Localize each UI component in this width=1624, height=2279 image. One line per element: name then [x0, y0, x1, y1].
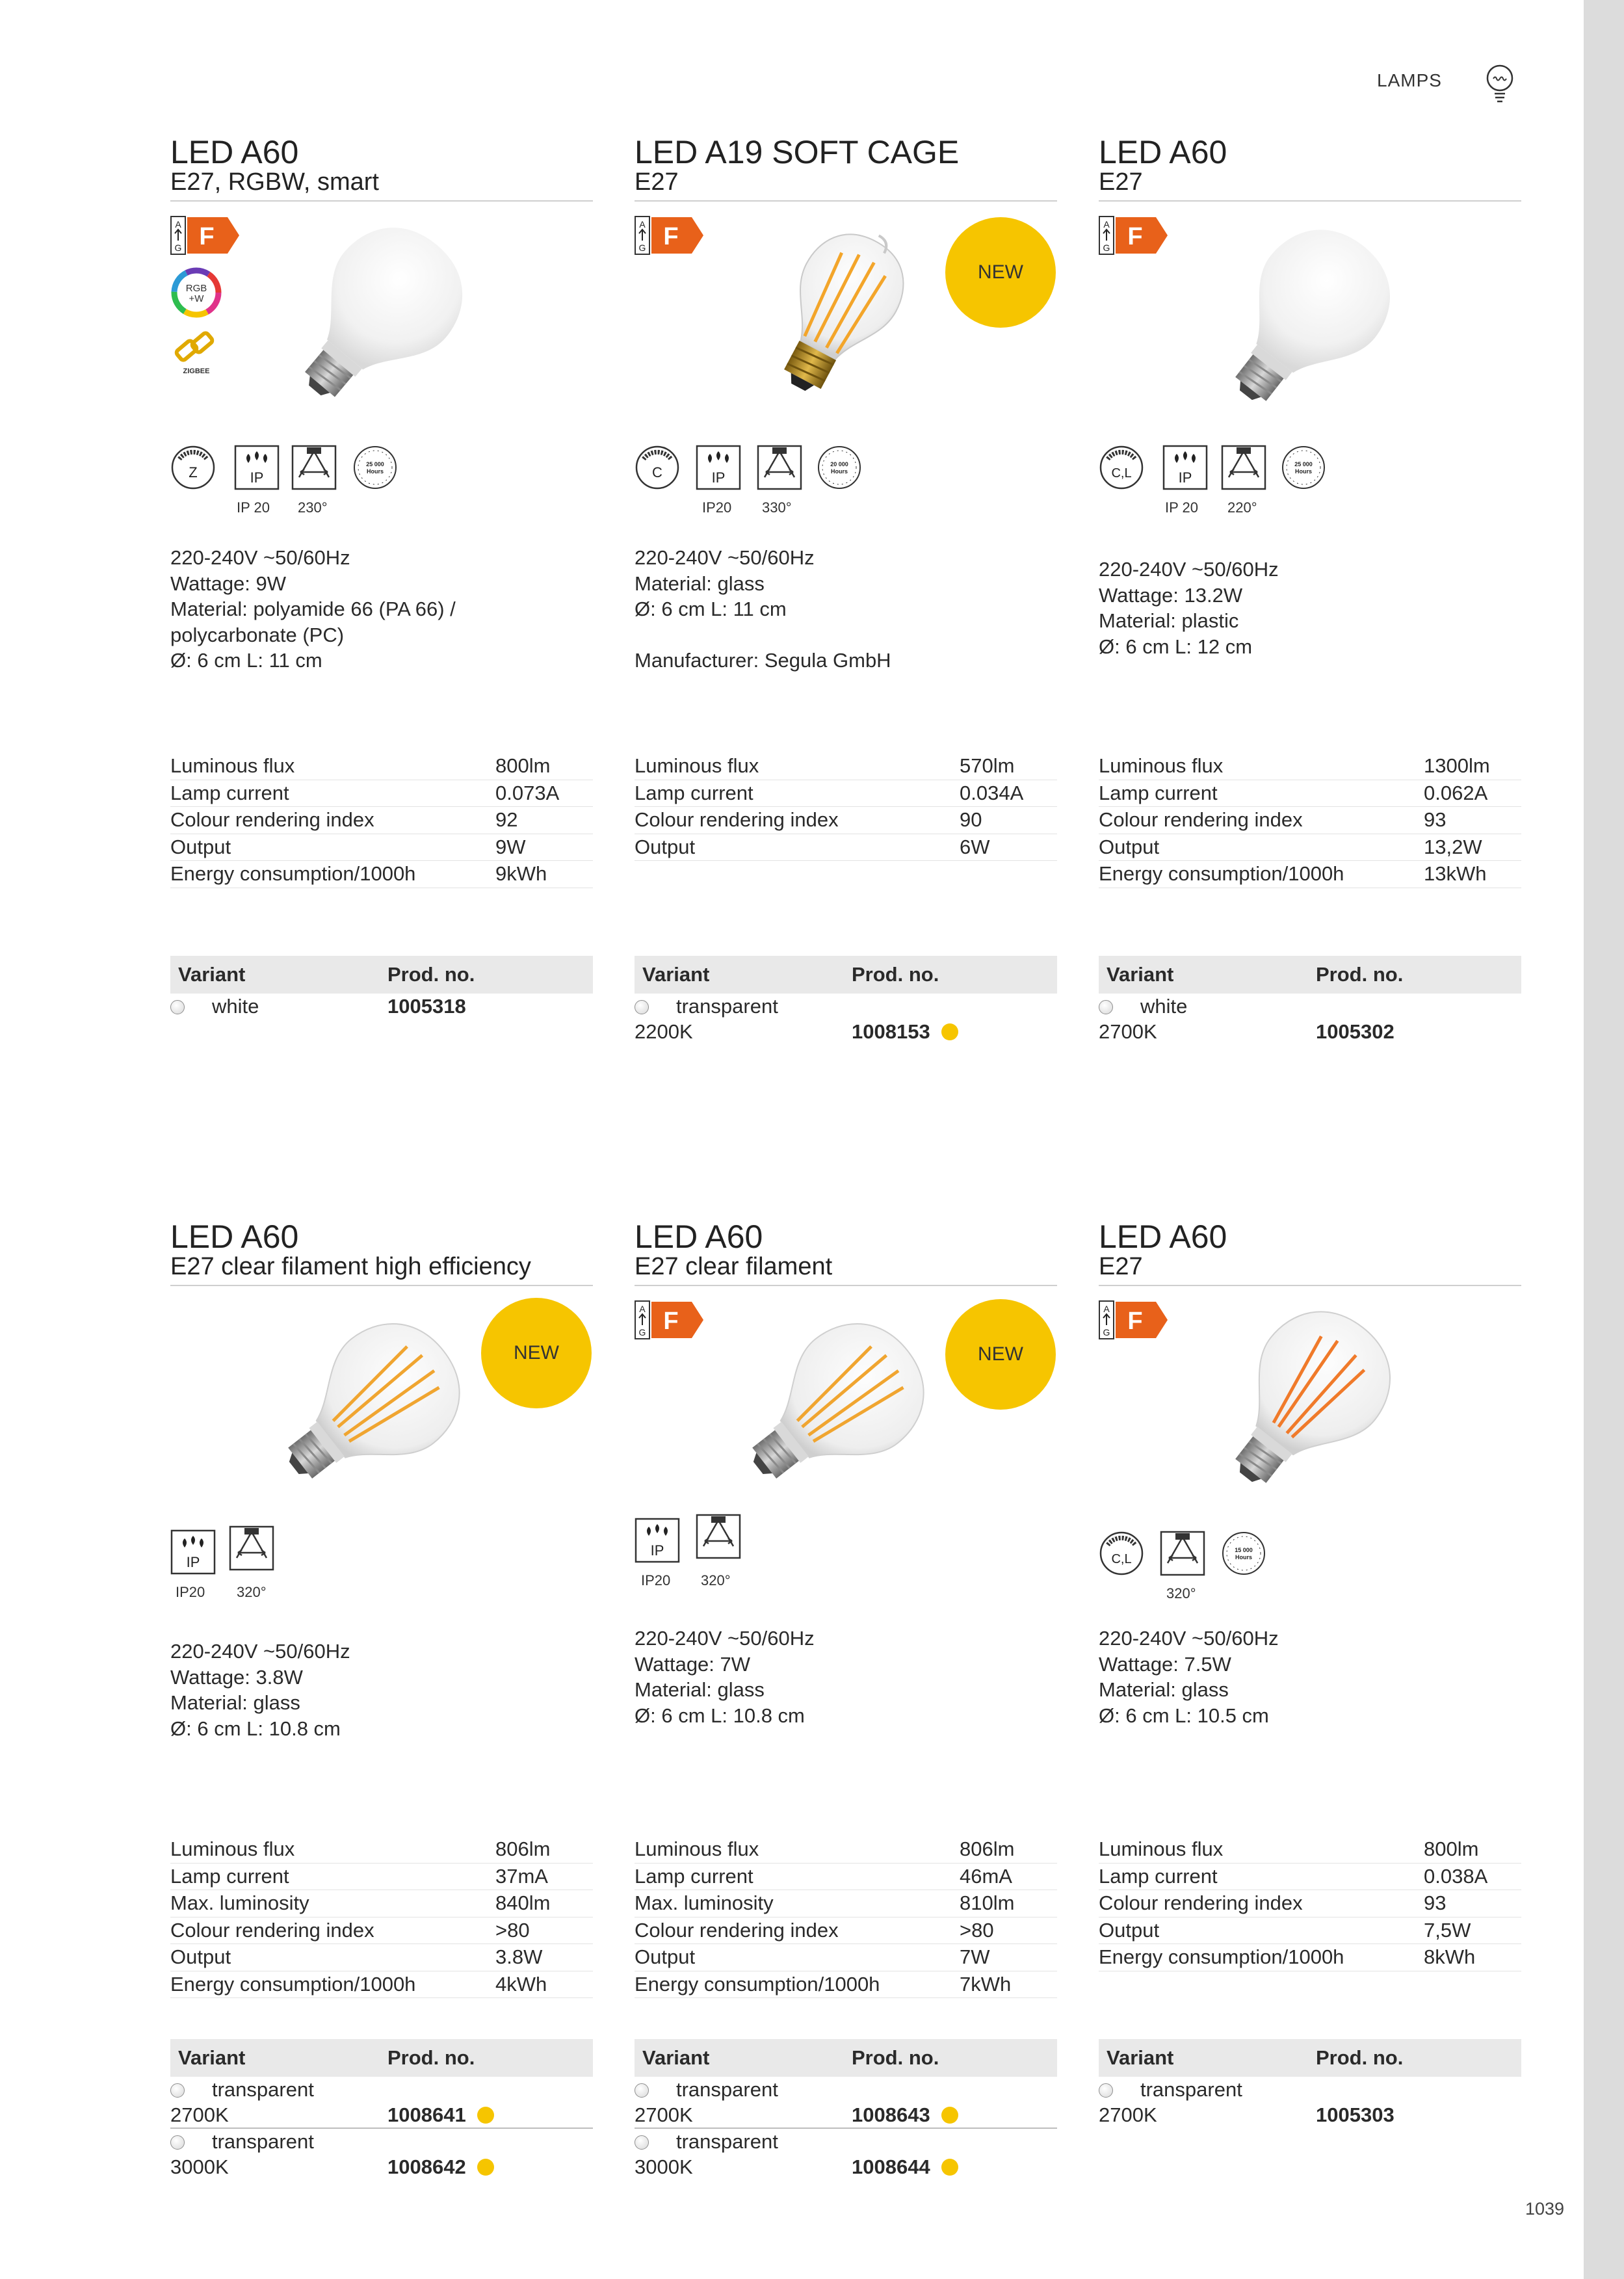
spec-table — [1099, 753, 1521, 888]
beam-angle-icon — [1160, 1531, 1205, 1576]
product-number: 1005302 — [1316, 1020, 1395, 1043]
spec-row: Luminous flux 800lm — [1099, 1836, 1521, 1864]
energy-label-icon — [1099, 1300, 1170, 1339]
desc-line: Wattage: 7W — [635, 1652, 751, 1676]
spec-row: Output 7W — [635, 1944, 1057, 1971]
svg-text:G: G — [638, 243, 646, 253]
new-indicator-dot — [477, 2107, 494, 2124]
clear-filament-bulb-image — [268, 1310, 476, 1505]
ip-rating-icon — [696, 445, 741, 490]
zigbee-text: ZIGBEE — [183, 367, 210, 375]
new-indicator-dot — [941, 2107, 958, 2124]
desc-line: 220-240V ~50/60Hz — [1099, 1627, 1279, 1650]
new-indicator-dot — [477, 2159, 494, 2176]
product-card-led-a60-plastic — [1099, 134, 1521, 1148]
energy-label-icon — [635, 216, 706, 255]
bulb-icon — [1481, 62, 1519, 103]
category-label: LAMPS — [1377, 70, 1442, 90]
desc-line: 220-240V ~50/60Hz — [635, 546, 815, 569]
spec-row: Output 6W — [635, 834, 1057, 862]
desc-line: Material: glass — [1099, 1678, 1229, 1701]
divider — [635, 200, 1057, 202]
product-title: LED A60 — [170, 134, 299, 170]
divider — [1099, 1285, 1521, 1286]
svg-text:Hours: Hours — [366, 468, 384, 475]
svg-text:IP: IP — [186, 1554, 200, 1570]
energy-top: A — [175, 219, 181, 230]
new-badge: NEW — [945, 217, 1056, 328]
desc-line: Material: glass — [170, 1691, 300, 1714]
svg-text:Hours: Hours — [830, 468, 848, 475]
angle-caption: 220° — [1227, 499, 1257, 516]
product-subtitle: E27 — [635, 168, 679, 196]
spec-row: Energy consumption/1000h 7kWh — [635, 1971, 1057, 1999]
variant-table — [1099, 956, 1521, 1044]
svg-text:C,L: C,L — [1111, 1552, 1132, 1566]
variant-row[interactable]: white 2700K 1005302 — [1099, 995, 1395, 1043]
svg-text:F: F — [663, 1308, 679, 1335]
spec-row: Colour rendering index 93 — [1099, 1890, 1521, 1917]
energy-bottom: G — [174, 243, 182, 253]
variant-row[interactable]: transparent 3000K 1008642 — [170, 2129, 593, 2180]
ip-rating-icon — [635, 1518, 680, 1563]
variant-row[interactable]: transparent 2700K 1005303 — [1099, 2078, 1395, 2126]
spec-row: Lamp current 46mA — [635, 1864, 1057, 1891]
desc-line: Ø: 6 cm L: 10.8 cm — [635, 1704, 805, 1727]
desc-line: polycarbonate (PC) — [170, 623, 345, 646]
lifetime-hours-icon — [352, 445, 398, 490]
product-number: 1008644 — [852, 2155, 930, 2178]
ip-rating-icon — [234, 445, 280, 490]
spec-table — [635, 753, 1057, 861]
product-subtitle: E27 — [1099, 168, 1143, 196]
spec-row: Colour rendering index >80 — [170, 1917, 593, 1945]
product-card-led-a19-soft-cage — [635, 134, 1057, 1148]
energy-label-icon — [170, 216, 242, 255]
product-subtitle: E27 clear filament high efficiency — [170, 1253, 531, 1280]
product-title: LED A60 — [635, 1219, 763, 1255]
product-number: 1008642 — [387, 2155, 466, 2178]
product-description — [635, 545, 891, 673]
dimmable-icon — [1099, 445, 1144, 490]
desc-line: Material: polyamide 66 (PA 66) / — [170, 598, 456, 620]
beam-angle-icon — [229, 1525, 274, 1571]
spec-row: Output 7,5W — [1099, 1917, 1521, 1945]
svg-text:F: F — [1127, 223, 1143, 250]
spec-table — [1099, 1836, 1521, 1971]
spec-row: Colour rendering index 92 — [170, 807, 593, 834]
spec-row: Output 3.8W — [170, 1944, 593, 1971]
lifetime-hours-icon — [1281, 445, 1326, 490]
color-swatch — [635, 2135, 649, 2150]
spec-row: Max. luminosity 810lm — [635, 1890, 1057, 1917]
dimmable-icon — [170, 445, 216, 490]
svg-text:IP: IP — [250, 469, 264, 486]
angle-caption: 320° — [237, 1584, 267, 1600]
product-description — [635, 1626, 815, 1728]
dimmable-icon — [635, 445, 680, 490]
svg-text:RGB: RGB — [185, 283, 207, 294]
spec-row: Max. luminosity 840lm — [170, 1890, 593, 1917]
spec-table — [170, 753, 593, 888]
divider — [1099, 200, 1521, 202]
beam-angle-icon — [757, 445, 802, 490]
svg-text:IP: IP — [711, 469, 726, 486]
svg-text:C,L: C,L — [1111, 466, 1132, 481]
product-number: 1008641 — [387, 2103, 466, 2126]
product-title: LED A60 — [1099, 134, 1227, 170]
variant-row[interactable]: transparent 3000K 1008644 — [635, 2129, 1057, 2180]
variant-table — [1099, 2039, 1521, 2128]
svg-text:20 000: 20 000 — [830, 461, 848, 468]
spec-row: Luminous flux 806lm — [635, 1836, 1057, 1864]
ip-caption: IP 20 — [237, 499, 270, 516]
angle-caption: 330° — [762, 499, 792, 516]
desc-line: Ø: 6 cm L: 10.8 cm — [170, 1717, 341, 1740]
clear-filament-bulb-image — [732, 1310, 940, 1505]
spec-row: Lamp current 0.062A — [1099, 780, 1521, 808]
variant-table — [170, 2039, 593, 2180]
desc-line: Ø: 6 cm L: 11 cm — [635, 598, 787, 620]
ip-rating-icon — [1162, 445, 1208, 490]
new-badge: NEW — [945, 1299, 1056, 1410]
svg-text:15 000: 15 000 — [1235, 1547, 1253, 1553]
product-description — [170, 545, 456, 674]
product-description — [1099, 557, 1279, 659]
spec-row: Lamp current 0.038A — [1099, 1864, 1521, 1891]
desc-line: 220-240V ~50/60Hz — [1099, 558, 1279, 581]
divider — [170, 1285, 593, 1286]
product-card-led-a60-filament-glass — [1099, 1219, 1521, 2233]
product-number: 1005303 — [1316, 2103, 1395, 2126]
desc-line: 220-240V ~50/60Hz — [170, 1640, 350, 1663]
color-swatch — [1099, 1000, 1113, 1014]
color-swatch — [1099, 2083, 1113, 2098]
dim-type: Z — [189, 464, 198, 481]
spec-row: Luminous flux 570lm — [635, 753, 1057, 780]
spec-row: Energy consumption/1000h 8kWh — [1099, 1944, 1521, 1971]
spec-row: Luminous flux 806lm — [170, 1836, 593, 1864]
spec-row: Lamp current 0.073A — [170, 780, 593, 808]
svg-text:F: F — [663, 223, 679, 250]
feature-icons — [635, 445, 1057, 523]
angle-caption: 320° — [701, 1572, 731, 1588]
energy-label-icon — [1099, 216, 1170, 255]
color-swatch — [170, 2135, 185, 2150]
svg-text:Hours: Hours — [1235, 1554, 1253, 1561]
svg-text:C: C — [652, 464, 662, 481]
product-title: LED A19 SOFT CAGE — [635, 134, 960, 170]
desc-line: Ø: 6 cm L: 10.5 cm — [1099, 1704, 1269, 1727]
color-swatch — [635, 1000, 649, 1014]
svg-text:A: A — [639, 1304, 646, 1314]
frosted-bulb-image — [1203, 220, 1411, 415]
divider — [170, 200, 593, 202]
variant-table — [635, 956, 1057, 1044]
spec-row: Lamp current 37mA — [170, 1864, 593, 1891]
svg-text:A: A — [1103, 219, 1110, 230]
new-indicator-dot — [941, 2159, 958, 2176]
rgbw-badge-icon — [170, 267, 222, 319]
desc-line: Material: plastic — [1099, 609, 1239, 632]
desc-line: 220-240V ~50/60Hz — [635, 1627, 815, 1650]
variant-table-header: Variant Prod. no. — [1099, 2039, 1521, 2077]
feature-icons — [170, 445, 593, 523]
feature-icons — [1099, 1531, 1521, 1609]
color-swatch — [170, 1000, 185, 1014]
svg-text:IP: IP — [1178, 469, 1192, 486]
page-edge-bar — [1584, 0, 1624, 2279]
spec-row: Energy consumption/1000h 4kWh — [170, 1971, 593, 1999]
spec-row: Luminous flux 800lm — [170, 753, 593, 780]
ip-caption: IP20 — [641, 1572, 671, 1588]
svg-text:G: G — [1103, 243, 1110, 253]
spec-row: Colour rendering index >80 — [635, 1917, 1057, 1945]
ip-caption: IP 20 — [1165, 499, 1198, 516]
beam-angle-icon — [696, 1514, 741, 1559]
spec-table — [635, 1836, 1057, 1998]
product-title: LED A60 — [170, 1219, 299, 1255]
svg-text:IP: IP — [650, 1542, 664, 1559]
variant-row[interactable]: transparent 2700K 1008641 — [170, 2077, 593, 2129]
soft-cage-bulb-image — [739, 218, 934, 414]
lifetime-hours-icon — [817, 445, 862, 490]
spec-table — [170, 1836, 593, 1998]
svg-text:G: G — [638, 1327, 646, 1337]
product-card-led-a60-clear-filament — [635, 1219, 1057, 2233]
product-subtitle: E27, RGBW, smart — [170, 168, 379, 196]
angle-caption: 320° — [1166, 1585, 1196, 1601]
spec-row: Colour rendering index 93 — [1099, 807, 1521, 834]
new-indicator-dot — [941, 1023, 958, 1040]
ip-caption: IP20 — [702, 499, 732, 516]
spec-row: Lamp current 0.034A — [635, 780, 1057, 808]
svg-text:G: G — [1103, 1327, 1110, 1337]
svg-text:A: A — [1103, 1304, 1110, 1314]
svg-text:F: F — [1127, 1308, 1143, 1335]
variant-row[interactable]: white 1005318 — [170, 994, 593, 1020]
product-description — [170, 1639, 350, 1741]
dimmable-icon — [1099, 1531, 1144, 1576]
beam-angle-icon — [1221, 445, 1266, 490]
variant-table-header: Variant Prod. no. — [635, 956, 1057, 994]
desc-line: Material: glass — [635, 572, 765, 595]
svg-text:25 000: 25 000 — [366, 461, 384, 468]
spec-row: Luminous flux 1300lm — [1099, 753, 1521, 780]
svg-text:+W: +W — [189, 293, 204, 304]
variant-row[interactable]: transparent 2200K 1008153 — [635, 994, 1057, 1044]
svg-text:A: A — [639, 219, 646, 230]
zigbee-badge-icon — [170, 325, 222, 377]
desc-line: Ø: 6 cm L: 11 cm — [170, 649, 322, 672]
color-swatch — [170, 2083, 185, 2098]
beam-angle-icon — [291, 445, 337, 490]
desc-line: Wattage: 3.8W — [170, 1665, 303, 1689]
variant-table-header: Variant Prod. no. — [170, 956, 593, 994]
variant-row[interactable]: transparent 2700K 1008643 — [635, 2077, 1057, 2129]
spec-row: Output 13,2W — [1099, 834, 1521, 862]
spec-row: Energy consumption/1000h 13kWh — [1099, 861, 1521, 888]
page-number: 1039 — [1525, 2199, 1565, 2219]
angle-caption: 230° — [298, 499, 328, 516]
energy-class: F — [199, 223, 215, 250]
new-badge: NEW — [481, 1298, 592, 1408]
desc-line: Wattage: 7.5W — [1099, 1652, 1231, 1676]
feature-icons — [170, 1529, 593, 1607]
spec-row: Output 9W — [170, 834, 593, 862]
product-card-led-a60-rgbw — [170, 134, 593, 1148]
svg-text:Hours: Hours — [1294, 468, 1313, 475]
frosted-bulb-image — [274, 217, 482, 412]
ip-rating-icon — [170, 1529, 216, 1575]
variant-table — [635, 2039, 1057, 2180]
feature-icons — [1099, 445, 1521, 523]
product-number: 1008153 — [852, 1020, 930, 1043]
feature-icons — [635, 1518, 1057, 1596]
desc-line: 220-240V ~50/60Hz — [170, 546, 350, 569]
desc-line: Wattage: 13.2W — [1099, 583, 1243, 607]
manufacturer: Manufacturer: Segula GmbH — [635, 648, 891, 672]
ip-caption: IP20 — [176, 1584, 205, 1600]
energy-label-icon — [635, 1300, 706, 1339]
svg-text:25 000: 25 000 — [1294, 461, 1313, 468]
product-card-led-a60-filament-high-efficiency — [170, 1219, 593, 2233]
clear-filament-bulb-image — [1203, 1302, 1411, 1497]
variant-table-header: Variant Prod. no. — [1099, 956, 1521, 994]
product-description — [1099, 1626, 1279, 1728]
product-subtitle: E27 clear filament — [635, 1253, 833, 1280]
lifetime-hours-icon — [1221, 1531, 1266, 1576]
variant-table — [170, 956, 593, 1020]
product-number: 1008643 — [852, 2103, 930, 2126]
divider — [635, 1285, 1057, 1286]
product-number: 1005318 — [387, 995, 466, 1018]
variant-table-header: Variant Prod. no. — [635, 2039, 1057, 2077]
variant-table-header: Variant Prod. no. — [170, 2039, 593, 2077]
color-swatch — [635, 2083, 649, 2098]
product-title: LED A60 — [1099, 1219, 1227, 1255]
desc-line: Ø: 6 cm L: 12 cm — [1099, 635, 1253, 658]
product-subtitle: E27 — [1099, 1253, 1143, 1280]
desc-line: Wattage: 9W — [170, 572, 287, 595]
desc-line: Material: glass — [635, 1678, 765, 1701]
spec-row: Energy consumption/1000h 9kWh — [170, 861, 593, 888]
spec-row: Colour rendering index 90 — [635, 807, 1057, 834]
